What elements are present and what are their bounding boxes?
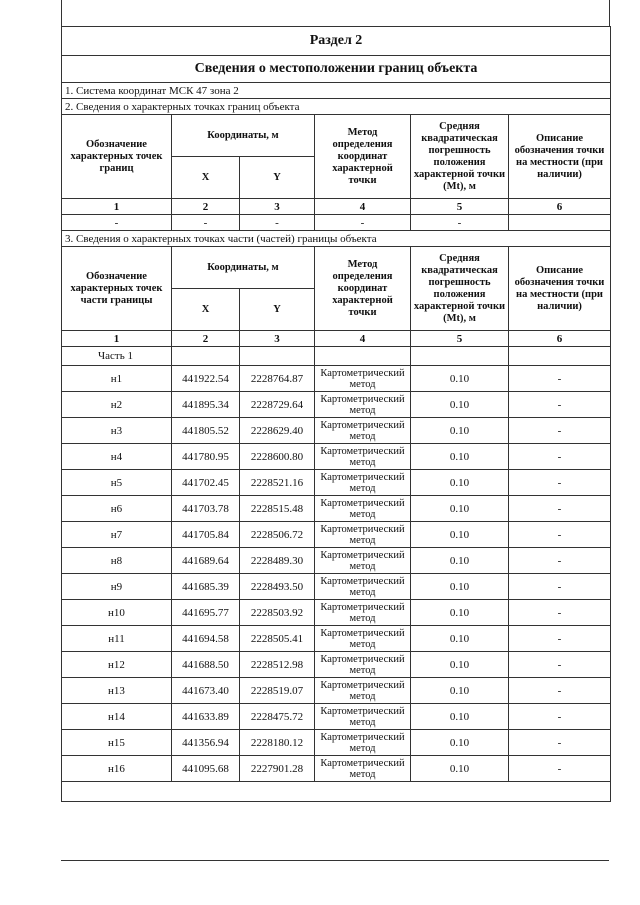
cell-coord-y: 2228521.16 xyxy=(240,470,315,496)
t2-num: 3 xyxy=(240,331,315,347)
table-row xyxy=(62,418,611,444)
cell-coord-y: 2228515.48 xyxy=(240,496,315,522)
t1-col-method: Метод определения координат характерной точки xyxy=(315,115,411,199)
cell-point-name: н16 xyxy=(62,756,172,782)
table-row xyxy=(62,444,611,470)
table-row xyxy=(62,678,611,704)
header-table xyxy=(61,26,611,802)
cell-error: 0.10 xyxy=(411,756,509,782)
cell-coord-y: 2228764.87 xyxy=(240,366,315,392)
cell-error: 0.10 xyxy=(411,548,509,574)
t1-num: 6 xyxy=(509,199,611,215)
cell-coord-y: 2228493.50 xyxy=(240,574,315,600)
cell-method: Картометрический метод xyxy=(315,366,411,392)
cell-coord-y: 2228505.41 xyxy=(240,626,315,652)
cell-error: 0.10 xyxy=(411,470,509,496)
table-row xyxy=(62,704,611,730)
cell-coord-x: 441780.95 xyxy=(172,444,240,470)
cell-point-name: н1 xyxy=(62,366,172,392)
document-page xyxy=(61,0,610,802)
cell-point-name: н7 xyxy=(62,522,172,548)
part-heading: 3. Сведения о характерных точках части (частей) границы объекта xyxy=(62,231,611,247)
table-row xyxy=(62,548,611,574)
cell-method: Картометрический метод xyxy=(315,756,411,782)
cell-coord-y: 2228475.72 xyxy=(240,704,315,730)
cell-method: Картометрический метод xyxy=(315,704,411,730)
t2-col-desc: Описание обозначения точки на местности (при наличии) xyxy=(509,247,611,331)
cell-description: - xyxy=(509,522,611,548)
cell-point-name: н11 xyxy=(62,626,172,652)
cell-description: - xyxy=(509,626,611,652)
cell-method: Картометрический метод xyxy=(315,496,411,522)
cell-error: 0.10 xyxy=(411,522,509,548)
cell-error: 0.10 xyxy=(411,366,509,392)
table-row xyxy=(62,470,611,496)
cell-coord-x: 441922.54 xyxy=(172,366,240,392)
cell-coord-y: 2228503.92 xyxy=(240,600,315,626)
cell-description: - xyxy=(509,366,611,392)
empty-footer-row xyxy=(62,782,611,802)
t2-col-error: Средняя квадратическая погрешность положения характерной точки (Mt), м xyxy=(411,247,509,331)
cell-method: Картометрический метод xyxy=(315,444,411,470)
cell-error: 0.10 xyxy=(411,626,509,652)
cell-coord-y: 2228519.07 xyxy=(240,678,315,704)
coord-system: 1. Система координат МСК 47 зона 2 xyxy=(62,83,611,99)
cell-point-name: н9 xyxy=(62,574,172,600)
cell-coord-x: 441805.52 xyxy=(172,418,240,444)
cell-method: Картометрический метод xyxy=(315,626,411,652)
cell-point-name: н10 xyxy=(62,600,172,626)
part-label: Часть 1 xyxy=(62,347,172,366)
t2-num: 5 xyxy=(411,331,509,347)
t1-num: 1 xyxy=(62,199,172,215)
cell-coord-x: 441688.50 xyxy=(172,652,240,678)
t2-col-x: X xyxy=(172,289,240,331)
cell-point-name: н2 xyxy=(62,392,172,418)
cell-point-name: н13 xyxy=(62,678,172,704)
cell-point-name: н12 xyxy=(62,652,172,678)
cell-point-name: н3 xyxy=(62,418,172,444)
cell-coord-x: 441702.45 xyxy=(172,470,240,496)
cell-point-name: н8 xyxy=(62,548,172,574)
cell-coord-y: 2227901.28 xyxy=(240,756,315,782)
cell-error: 0.10 xyxy=(411,600,509,626)
cell-description: - xyxy=(509,418,611,444)
t1-col-designation: Обозначение характерных точек границ xyxy=(62,115,172,199)
t1-empty-cell: - xyxy=(411,215,509,231)
cell-method: Картометрический метод xyxy=(315,678,411,704)
t2-col-method: Метод определения координат характерной точки xyxy=(315,247,411,331)
table-row xyxy=(62,392,611,418)
t1-empty-cell: - xyxy=(315,215,411,231)
points-table-body xyxy=(62,366,611,782)
cell-coord-y: 2228512.98 xyxy=(240,652,315,678)
table-row xyxy=(62,730,611,756)
cell-method: Картометрический метод xyxy=(315,418,411,444)
cell-error: 0.10 xyxy=(411,418,509,444)
table-row xyxy=(62,366,611,392)
table-row xyxy=(62,600,611,626)
t2-col-coords: Координаты, м xyxy=(172,247,315,289)
cell-error: 0.10 xyxy=(411,704,509,730)
cell-coord-y: 2228489.30 xyxy=(240,548,315,574)
section-title: Раздел 2 xyxy=(62,27,611,56)
t1-empty-cell: - xyxy=(172,215,240,231)
page-bottom-rule xyxy=(61,860,609,861)
cell-description: - xyxy=(509,496,611,522)
cell-point-name: н4 xyxy=(62,444,172,470)
cell-method: Картометрический метод xyxy=(315,522,411,548)
cell-description: - xyxy=(509,392,611,418)
cell-point-name: н14 xyxy=(62,704,172,730)
cell-description: - xyxy=(509,574,611,600)
cell-coord-y: 2228180.12 xyxy=(240,730,315,756)
cell-method: Картометрический метод xyxy=(315,470,411,496)
t1-col-x: X xyxy=(172,157,240,199)
cell-method: Картометрический метод xyxy=(315,730,411,756)
cell-coord-x: 441633.89 xyxy=(172,704,240,730)
t1-empty-cell: - xyxy=(62,215,172,231)
cell-coord-x: 441705.84 xyxy=(172,522,240,548)
cell-coord-x: 441689.64 xyxy=(172,548,240,574)
cell-point-name: н6 xyxy=(62,496,172,522)
table-row xyxy=(62,522,611,548)
cell-description: - xyxy=(509,548,611,574)
t2-num: 2 xyxy=(172,331,240,347)
t1-col-error: Средняя квадратическая погрешность положения характерной точки (Mt), м xyxy=(411,115,509,199)
cell-coord-y: 2228600.80 xyxy=(240,444,315,470)
table-row xyxy=(62,496,611,522)
cell-description: - xyxy=(509,600,611,626)
cell-method: Картометрический метод xyxy=(315,652,411,678)
cell-point-name: н5 xyxy=(62,470,172,496)
cell-method: Картометрический метод xyxy=(315,548,411,574)
cell-error: 0.10 xyxy=(411,678,509,704)
cell-method: Картометрический метод xyxy=(315,574,411,600)
cell-point-name: н15 xyxy=(62,730,172,756)
cell-coord-y: 2228729.64 xyxy=(240,392,315,418)
t1-num: 2 xyxy=(172,199,240,215)
table-row xyxy=(62,626,611,652)
t1-num: 5 xyxy=(411,199,509,215)
cell-description: - xyxy=(509,704,611,730)
subtitle: Сведения о местоположении границ объекта xyxy=(62,56,611,83)
cell-method: Картометрический метод xyxy=(315,392,411,418)
t2-num: 1 xyxy=(62,331,172,347)
t1-col-coords: Координаты, м xyxy=(172,115,315,157)
points-heading: 2. Сведения о характерных точках границ объекта xyxy=(62,99,611,115)
t2-num: 6 xyxy=(509,331,611,347)
t1-num: 4 xyxy=(315,199,411,215)
cell-error: 0.10 xyxy=(411,652,509,678)
cell-coord-x: 441673.40 xyxy=(172,678,240,704)
cell-error: 0.10 xyxy=(411,730,509,756)
t1-empty-cell: - xyxy=(240,215,315,231)
t1-empty-cell xyxy=(509,215,611,231)
cell-description: - xyxy=(509,444,611,470)
cell-description: - xyxy=(509,470,611,496)
cell-coord-x: 441695.77 xyxy=(172,600,240,626)
table-row xyxy=(62,756,611,782)
t2-col-designation: Обозначение характерных точек части границы xyxy=(62,247,172,331)
cell-coord-x: 441694.58 xyxy=(172,626,240,652)
cell-coord-x: 441703.78 xyxy=(172,496,240,522)
t2-num: 4 xyxy=(315,331,411,347)
t1-col-y: Y xyxy=(240,157,315,199)
cell-coord-x: 441895.34 xyxy=(172,392,240,418)
cell-description: - xyxy=(509,730,611,756)
cell-description: - xyxy=(509,652,611,678)
cell-coord-x: 441685.39 xyxy=(172,574,240,600)
cell-error: 0.10 xyxy=(411,574,509,600)
cell-description: - xyxy=(509,678,611,704)
cell-error: 0.10 xyxy=(411,392,509,418)
t1-num: 3 xyxy=(240,199,315,215)
cell-description: - xyxy=(509,756,611,782)
cell-coord-y: 2228629.40 xyxy=(240,418,315,444)
cell-method: Картометрический метод xyxy=(315,600,411,626)
table-row xyxy=(62,574,611,600)
cell-coord-y: 2228506.72 xyxy=(240,522,315,548)
table-row xyxy=(62,652,611,678)
cell-coord-x: 441095.68 xyxy=(172,756,240,782)
cell-error: 0.10 xyxy=(411,496,509,522)
cell-coord-x: 441356.94 xyxy=(172,730,240,756)
cell-error: 0.10 xyxy=(411,444,509,470)
t1-col-desc: Описание обозначения точки на местности (при наличии) xyxy=(509,115,611,199)
t2-col-y: Y xyxy=(240,289,315,331)
